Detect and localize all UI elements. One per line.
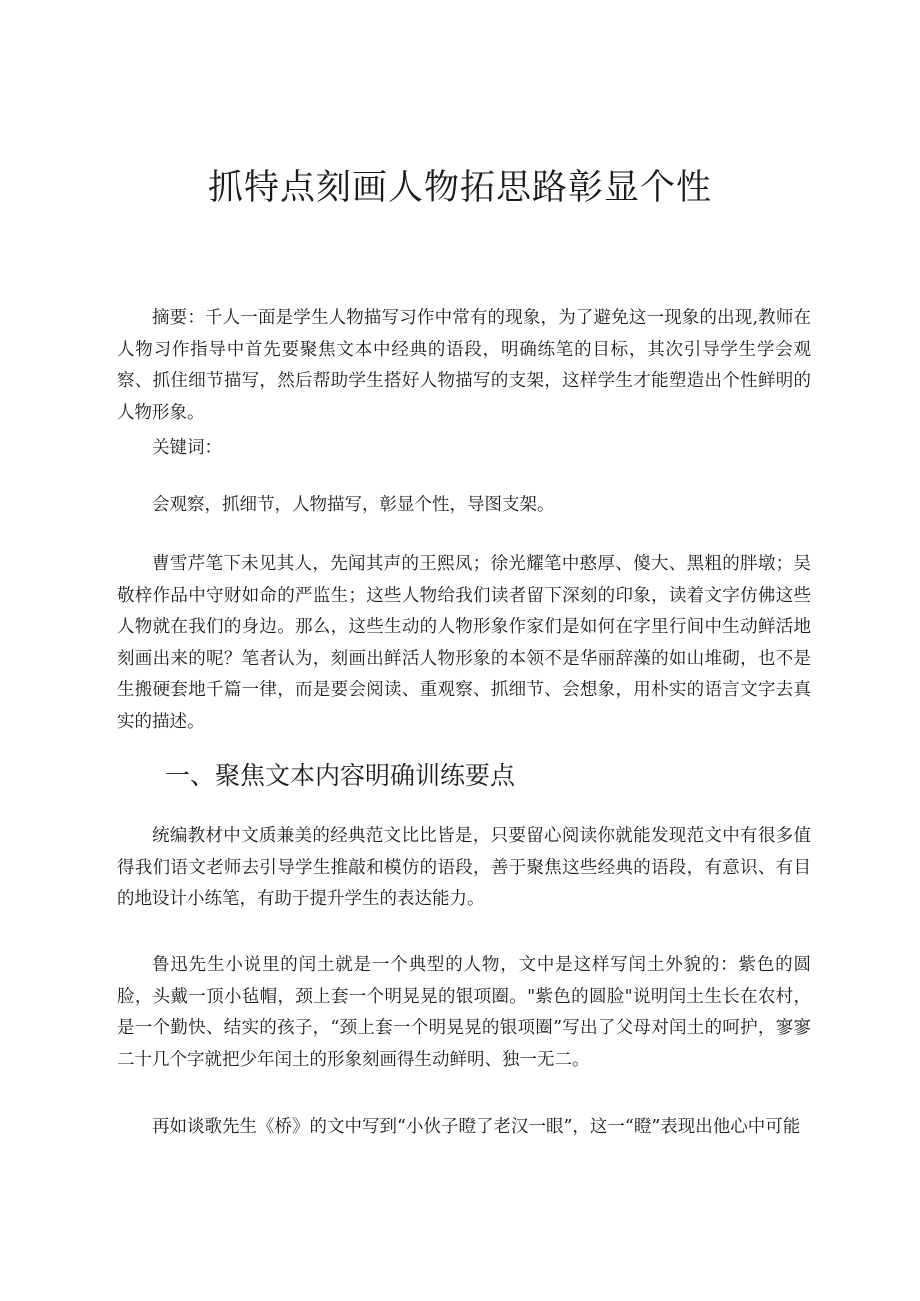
abstract-paragraph: 摘要：千人一面是学生人物描写习作中常有的现象，为了避免这一现象的出现,教师在人物习作指导中首先要聚焦文本中经典的语段，明确练笔的目标，其次引导学生学会观察、抓住细节描写，然后帮助学生搭好人物描写的支架，这样学生才能塑造出个性鲜明的人物形象。 <box>117 308 811 423</box>
body-paragraph: 再如谈歌先生《桥》的文中写到“小伙子瞪了老汉一眼”，这一“瞪”表现出他心中可能 <box>152 1117 801 1137</box>
section-heading: 一、聚焦文本内容明确训练要点 <box>165 761 516 790</box>
keywords-paragraph: 会观察，抓细节，人物描写，彰显个性，导图支架。 <box>152 495 555 515</box>
body-paragraph: 统编教材中文质兼美的经典范文比比皆是，只要留心阅读你就能发现范文中有很多值得我们语文老师去引导学生推敲和模仿的语段，善于聚焦这些经典的语段，有意识、有目的地设计小练笔，有助于提升学生的表达能力。 <box>117 826 811 909</box>
body-paragraph: 鲁迅先生小说里的闰土就是一个典型的人物，文中是这样写闰土外貌的：紫色的圆脸，头戴一顶小毡帽，颈上套一个明晃晃的银项圈。"紫色的圆脸"说明闰土生长在农村，是一个勤快、结实的孩子，“颈上套一个明晃晃的银项圈”写出了父母对闰土的呵护，寥寥二十几个字就把少年闰土的形象刻画得生动鲜明、独一无二。 <box>117 955 811 1070</box>
document-title: 抓特点刻画人物拓思路彰显个性 <box>207 168 712 208</box>
keywords-label: 关键词： <box>152 438 222 458</box>
intro-paragraph: 曹雪芹笔下未见其人，先闻其声的王熙凤；徐光耀笔中憨厚、傻大、黑粗的胖墩；吴敬梓作品中守财如命的严监生；这些人物给我们读者留下深刻的印象，读着文字仿佛这些人物就在我们的身边。那么，这些生动的人物形象作家们是如何在字里行间中生动鲜活地刻画出来的呢？笔者认为，刻画出鲜活人物形象的本领不是华丽辞藻的如山堆砌，也不是生搬硬套地千篇一律，而是要会阅读、重观察、抓细节、会想象，用朴实的语言文字去真实的描述。 <box>117 554 811 732</box>
